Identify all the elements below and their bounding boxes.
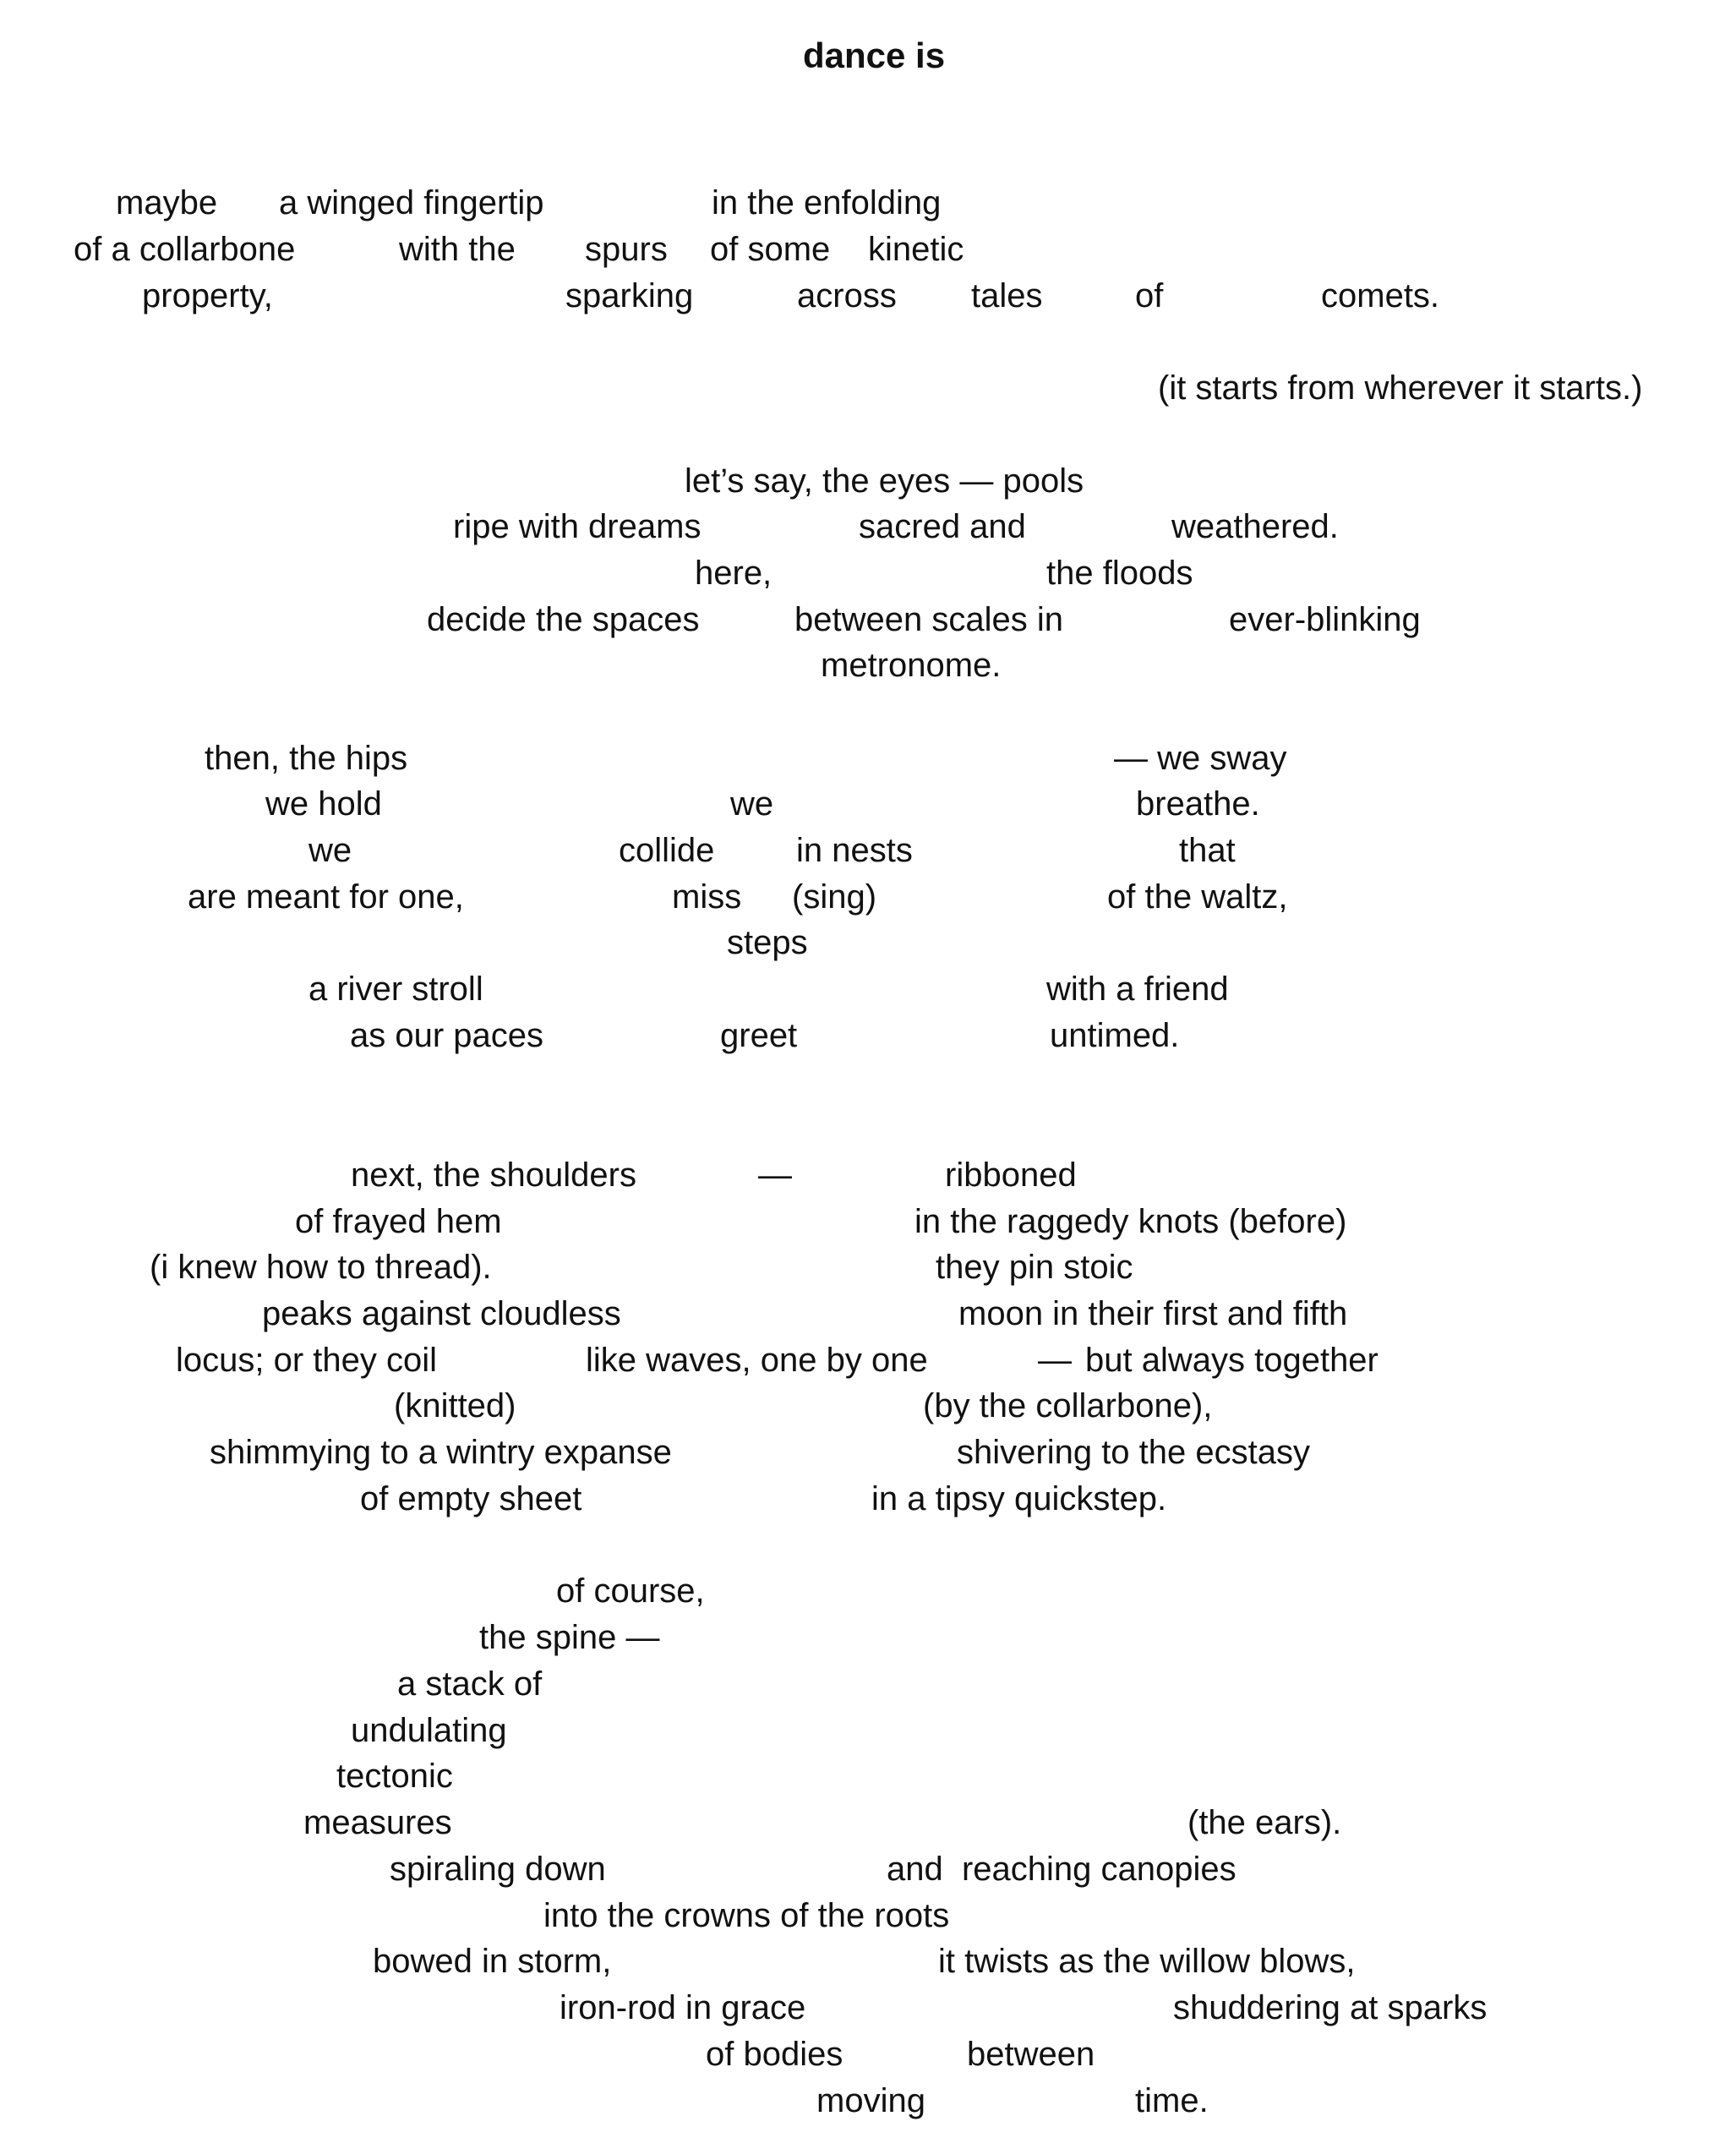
- poem-fragment: we: [730, 785, 774, 823]
- poem-fragment: undulating: [351, 1712, 507, 1749]
- poem-fragment: like waves, one by one: [586, 1342, 928, 1379]
- poem-fragment: then, the hips: [205, 740, 408, 777]
- poem-fragment: moon in their first and fifth: [958, 1295, 1348, 1332]
- poem-fragment: of empty sheet: [360, 1480, 582, 1517]
- poem-fragment: in a tipsy quickstep.: [871, 1480, 1167, 1517]
- poem-fragment: of bodies: [706, 2036, 843, 2073]
- poem-fragment: we hold: [265, 785, 382, 823]
- poem-fragment: (it starts from wherever it starts.): [1158, 369, 1643, 407]
- poem-fragment: moving: [816, 2082, 925, 2119]
- poem-fragment: comets.: [1321, 277, 1440, 314]
- poem-fragment: kinetic: [868, 231, 964, 268]
- poem-fragment: metronome.: [821, 647, 1002, 684]
- poem-fragment: of course,: [556, 1572, 705, 1610]
- poem-fragment: between: [967, 2036, 1095, 2073]
- poem-fragment: collide: [619, 832, 715, 869]
- poem-fragment: spiraling down: [390, 1851, 606, 1888]
- poem-fragment: of frayed hem: [295, 1203, 502, 1240]
- poem-fragment: miss: [672, 878, 742, 916]
- poem-fragment: tectonic: [336, 1758, 453, 1795]
- poem-fragment: are meant for one,: [188, 878, 464, 916]
- poem-fragment: with a friend: [1046, 971, 1229, 1008]
- poem-fragment: ripe with dreams: [453, 508, 701, 545]
- poem-fragment: greet: [720, 1017, 798, 1054]
- poem-fragment: breathe.: [1136, 785, 1260, 823]
- poem-fragment: maybe: [116, 184, 218, 221]
- poem-fragment: shuddering at sparks: [1173, 1989, 1488, 2026]
- poem-fragment: across: [797, 277, 897, 314]
- poem-fragment: with the: [399, 231, 516, 268]
- poem-fragment: weathered.: [1171, 508, 1339, 545]
- poem-fragment: peaks against cloudless: [262, 1295, 621, 1332]
- poem-fragment: —: [758, 1156, 792, 1194]
- poem-fragment: —: [1038, 1342, 1072, 1379]
- poem-fragment: ribboned: [945, 1156, 1077, 1194]
- poem-fragment: (i knew how to thread).: [150, 1249, 492, 1286]
- poem-fragment: in nests: [796, 832, 913, 869]
- poem-fragment: we: [308, 832, 352, 869]
- poem-fragment: locus; or they coil: [176, 1342, 438, 1379]
- poem-fragment: here,: [695, 555, 772, 592]
- poem-fragment: iron-rod in grace: [560, 1989, 806, 2026]
- poem-fragment: (the ears).: [1187, 1804, 1342, 1841]
- poem-fragment: (knitted): [394, 1387, 516, 1424]
- poem-fragment: in the enfolding: [712, 184, 942, 221]
- poem-fragment: that: [1179, 832, 1236, 869]
- poem-fragment: as our paces: [350, 1017, 544, 1054]
- poem-fragment: between scales in: [794, 601, 1063, 638]
- poem-fragment: it twists as the willow blows,: [938, 1943, 1356, 1980]
- poem-fragment: time.: [1135, 2082, 1209, 2119]
- poem-fragment: of the waltz,: [1107, 878, 1288, 916]
- poem-fragment: a stack of: [397, 1665, 543, 1703]
- poem-fragment: the spine —: [479, 1619, 660, 1656]
- poem-fragment: into the crowns of the roots: [543, 1897, 950, 1934]
- poem-fragment: in the raggedy knots (before): [914, 1203, 1347, 1240]
- poem-fragment: untimed.: [1050, 1017, 1180, 1054]
- poem-fragment: property,: [142, 277, 273, 314]
- poem-fragment: but always together: [1085, 1342, 1378, 1379]
- poem-fragment: — we sway: [1114, 740, 1287, 777]
- poem-fragment: sparking: [565, 277, 694, 314]
- poem-title: dance is: [803, 36, 946, 75]
- poem-fragment: (by the collarbone),: [923, 1387, 1213, 1424]
- poem-fragment: a river stroll: [308, 971, 483, 1008]
- poem-fragment: measures: [303, 1804, 452, 1841]
- poem-fragment: of a collarbone: [74, 231, 296, 268]
- poem-fragment: shimmying to a wintry expanse: [210, 1434, 672, 1471]
- poem-fragment: a winged fingertip: [279, 184, 544, 221]
- poem-fragment: spurs: [585, 231, 668, 268]
- poem-fragment: the floods: [1046, 555, 1193, 592]
- poem-fragment: ever-blinking: [1229, 601, 1421, 638]
- poem-fragment: let’s say, the eyes — pools: [685, 462, 1084, 500]
- poem-fragment: and reaching canopies: [887, 1851, 1236, 1888]
- poem-fragment: of some: [710, 231, 831, 268]
- poem-fragment: bowed in storm,: [373, 1943, 612, 1980]
- poem-fragment: decide the spaces: [427, 601, 700, 638]
- poem-fragment: shivering to the ecstasy: [957, 1434, 1310, 1471]
- poem-fragment: they pin stoic: [936, 1249, 1133, 1286]
- poem-fragment: of: [1135, 277, 1164, 314]
- poem-fragment: sacred and: [859, 508, 1026, 545]
- poem-fragment: steps: [727, 924, 808, 961]
- poem-fragment: (sing): [792, 878, 877, 916]
- poem-fragment: next, the shoulders: [351, 1156, 636, 1194]
- poem-fragment: tales: [971, 277, 1043, 314]
